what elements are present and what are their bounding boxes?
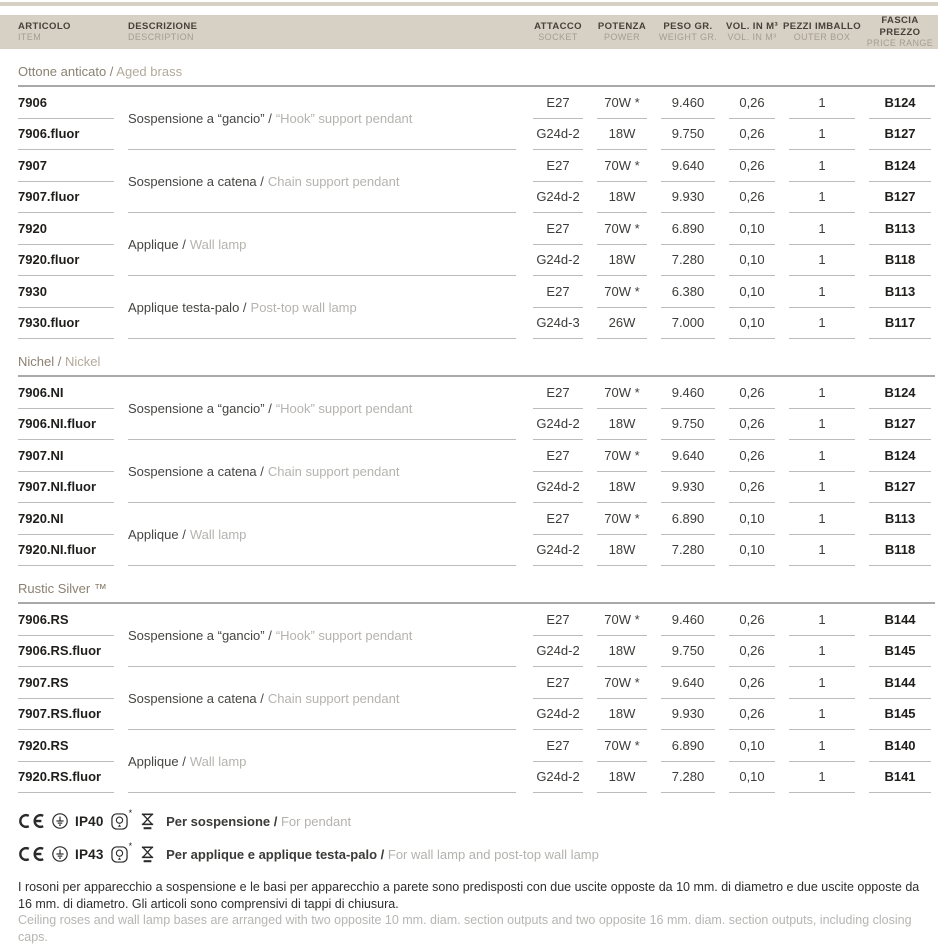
description-english: Wall lamp	[189, 753, 247, 769]
description-italian: Applique testa-palo /	[128, 299, 247, 315]
power-cell: 18W	[597, 472, 647, 504]
socket-cell: G24d-2	[533, 119, 583, 151]
article-number: 7906.NI	[18, 384, 64, 400]
volume-cell: 0,10	[729, 535, 775, 567]
description-italian: Sospensione a “gancio” /	[128, 400, 272, 416]
socket-cell: E27	[533, 503, 583, 535]
section-2	[0, 354, 950, 566]
article-number: 7907.NI	[18, 447, 64, 463]
volume-cell: 0,26	[729, 409, 775, 441]
power-cell: 70W *	[597, 276, 647, 308]
column-header-article	[18, 21, 128, 43]
weight-cell: 7.280	[661, 245, 715, 277]
description-cell	[128, 87, 516, 150]
socket-cell: G24d-2	[533, 472, 583, 504]
pieces-cell: 1	[789, 276, 855, 308]
volume-cell: 0,10	[729, 276, 775, 308]
socket-cell: E27	[533, 667, 583, 699]
earth-ground-icon	[52, 846, 68, 862]
weight-cell: 9.930	[661, 472, 715, 504]
weight-cell: 9.750	[661, 636, 715, 668]
article-number: 7920.NI	[18, 510, 64, 526]
section-title-italian: Nichel /	[18, 354, 62, 369]
pieces-cell: 1	[789, 119, 855, 151]
volume-cell: 0,10	[729, 213, 775, 245]
price-cell: B113	[869, 213, 931, 245]
product-group	[0, 377, 950, 440]
power-cell: 70W *	[597, 440, 647, 472]
product-group	[0, 150, 950, 213]
pieces-cell: 1	[789, 150, 855, 182]
product-group	[0, 730, 950, 793]
description-english: Chain support pendant	[267, 173, 400, 189]
article-number: 7907.fluor	[18, 189, 80, 205]
certifications	[0, 809, 950, 866]
column-header-volume	[722, 21, 782, 43]
price-cell: B124	[869, 440, 931, 472]
pieces-cell: 1	[789, 503, 855, 535]
pieces-cell: 1	[789, 440, 855, 472]
ce-mark-icon	[18, 813, 45, 829]
price-cell: B145	[869, 699, 931, 731]
socket-cell: G24d-2	[533, 636, 583, 668]
volume-cell: 0,10	[729, 730, 775, 762]
lamp-enclosure-icon	[111, 846, 128, 863]
description-cell	[128, 503, 516, 566]
column-header-article-english: ITEM	[18, 32, 42, 43]
description-italian: Applique /	[128, 526, 186, 542]
power-cell: 70W *	[597, 213, 647, 245]
article-cell	[18, 182, 114, 214]
pieces-cell: 1	[789, 535, 855, 567]
section-title	[18, 581, 950, 596]
description-cell	[128, 440, 516, 503]
product-group	[0, 276, 950, 339]
power-cell: 18W	[597, 762, 647, 794]
article-number: 7920.fluor	[18, 252, 80, 268]
footnote-italian: I rosoni per apparecchio a sospensione e le basi per apparecchio a parete sono predisposti con due uscite opposte da 10 mm. di diametro e due uscite opposte da 16 mm. di diametro. Gli articoli sono comprensivi di tappi di chiusura.	[18, 880, 920, 911]
volume-cell: 0,26	[729, 377, 775, 409]
column-header-weight-italian: PESO GR.	[663, 21, 713, 33]
product-group	[0, 604, 950, 667]
socket-cell: E27	[533, 440, 583, 472]
power-cell: 70W *	[597, 667, 647, 699]
power-cell: 70W *	[597, 150, 647, 182]
certification-label-english: For pendant	[280, 813, 352, 829]
certification-label-italian: Per applique e applique testa-palo /	[166, 846, 388, 862]
weight-cell: 9.930	[661, 182, 715, 214]
column-header-socket-english: SOCKET	[538, 32, 578, 43]
description-italian: Sospensione a catena /	[128, 690, 264, 706]
price-cell: B127	[869, 472, 931, 504]
socket-cell: G24d-2	[533, 535, 583, 567]
column-header-description-italian: DESCRIZIONE	[128, 21, 198, 33]
price-cell: B124	[869, 87, 931, 119]
pieces-cell: 1	[789, 377, 855, 409]
article-number: 7920.NI.fluor	[18, 542, 97, 558]
certification-row	[18, 842, 950, 866]
volume-cell: 0,26	[729, 699, 775, 731]
article-cell	[18, 213, 114, 245]
column-header-volume-english: VOL. IN M³	[727, 32, 777, 43]
price-cell: B144	[869, 604, 931, 636]
weight-cell: 7.280	[661, 762, 715, 794]
volume-cell: 0,26	[729, 87, 775, 119]
power-cell: 70W *	[597, 730, 647, 762]
asterisk-note: *	[128, 808, 133, 818]
section-1	[0, 64, 950, 339]
section-title-english: Aged brass	[113, 64, 183, 79]
pieces-cell: 1	[789, 213, 855, 245]
column-header-socket-italian: ATTACCO	[534, 21, 582, 33]
socket-cell: G24d-2	[533, 409, 583, 441]
description-italian: Applique /	[128, 753, 186, 769]
socket-cell: E27	[533, 730, 583, 762]
column-header-price-italian: FASCIA PREZZO	[879, 15, 921, 38]
sections	[0, 64, 950, 793]
price-cell: B140	[869, 730, 931, 762]
footnote-english: Ceiling roses and wall lamp bases are arranged with two opposite 10 mm. diam. section outputs and two opposite 16 mm. diam. section outputs, including closing caps.	[18, 913, 912, 944]
product-group	[0, 440, 950, 503]
socket-cell: G24d-3	[533, 308, 583, 340]
column-header-power-english: POWER	[603, 32, 640, 43]
column-header-pieces-italian: PEZZI IMBALLO	[782, 21, 862, 33]
lamp-enclosure-icon	[111, 813, 128, 830]
price-cell: B117	[869, 308, 931, 340]
article-cell	[18, 636, 114, 668]
socket-cell: E27	[533, 87, 583, 119]
socket-cell: G24d-2	[533, 699, 583, 731]
power-cell: 18W	[597, 245, 647, 277]
weight-cell: 9.930	[661, 699, 715, 731]
column-header-socket	[526, 21, 590, 43]
certification-label	[166, 814, 351, 829]
weight-cell: 9.460	[661, 604, 715, 636]
volume-cell: 0,26	[729, 119, 775, 151]
article-cell	[18, 245, 114, 277]
column-header-weight-english: WEIGHT GR.	[658, 32, 718, 43]
article-cell	[18, 377, 114, 409]
volume-cell: 0,26	[729, 636, 775, 668]
article-cell	[18, 535, 114, 567]
weight-cell: 6.380	[661, 276, 715, 308]
article-cell	[18, 119, 114, 151]
weight-cell: 9.640	[661, 667, 715, 699]
product-group	[0, 87, 950, 150]
article-number: 7907	[18, 157, 47, 173]
description-italian: Sospensione a catena /	[128, 173, 264, 189]
socket-cell: E27	[533, 604, 583, 636]
description-italian: Applique /	[128, 236, 186, 252]
price-cell: B127	[869, 182, 931, 214]
price-cell: B124	[869, 377, 931, 409]
price-cell: B118	[869, 535, 931, 567]
description-italian: Sospensione a “gancio” /	[128, 627, 272, 643]
price-cell: B118	[869, 245, 931, 277]
article-cell	[18, 150, 114, 182]
socket-cell: E27	[533, 213, 583, 245]
product-group	[0, 503, 950, 566]
earth-ground-icon	[52, 813, 68, 829]
article-number: 7906	[18, 94, 47, 110]
pieces-cell: 1	[789, 308, 855, 340]
socket-cell: E27	[533, 377, 583, 409]
section-title	[18, 354, 950, 369]
article-number: 7920.RS.fluor	[18, 769, 102, 785]
section-title-italian: Rustic Silver ™	[18, 581, 107, 596]
description-cell	[128, 730, 516, 793]
column-header-description	[128, 21, 526, 43]
article-number: 7920	[18, 220, 47, 236]
temperature-limit-icon	[140, 813, 155, 830]
power-cell: 18W	[597, 182, 647, 214]
pieces-cell: 1	[789, 472, 855, 504]
weight-cell: 7.280	[661, 535, 715, 567]
section-title	[18, 64, 950, 79]
column-header-power	[590, 21, 654, 43]
socket-cell: E27	[533, 150, 583, 182]
description-english: Wall lamp	[189, 526, 247, 542]
description-english: “Hook” support pendant	[275, 627, 413, 643]
column-header-price	[862, 15, 938, 48]
footnote	[18, 879, 934, 945]
description-cell	[128, 377, 516, 440]
power-cell: 18W	[597, 119, 647, 151]
article-cell	[18, 699, 114, 731]
pieces-cell: 1	[789, 667, 855, 699]
price-cell: B113	[869, 503, 931, 535]
pieces-cell: 1	[789, 245, 855, 277]
pieces-cell: 1	[789, 636, 855, 668]
description-english: Chain support pendant	[267, 690, 400, 706]
weight-cell: 9.460	[661, 377, 715, 409]
column-header-description-english: DESCRIPTION	[128, 32, 194, 43]
volume-cell: 0,10	[729, 245, 775, 277]
article-cell	[18, 440, 114, 472]
temperature-limit-icon	[140, 846, 155, 863]
description-cell	[128, 213, 516, 276]
price-cell: B113	[869, 276, 931, 308]
section-title-english: Nickel	[61, 354, 101, 369]
product-group	[0, 213, 950, 276]
price-cell: B127	[869, 409, 931, 441]
description-english: “Hook” support pendant	[275, 400, 413, 416]
pieces-cell: 1	[789, 762, 855, 794]
article-number: 7906.NI.fluor	[18, 416, 97, 432]
description-cell	[128, 604, 516, 667]
article-number: 7907.RS.fluor	[18, 706, 102, 722]
certification-label-italian: Per sospensione /	[166, 813, 281, 829]
article-number: 7907.NI.fluor	[18, 479, 97, 495]
volume-cell: 0,26	[729, 440, 775, 472]
article-cell	[18, 276, 114, 308]
article-number: 7907.RS	[18, 674, 69, 690]
certification-label	[166, 847, 599, 862]
column-header-volume-italian: VOL. IN M³	[725, 21, 779, 33]
price-cell: B144	[869, 667, 931, 699]
article-number: 7930.fluor	[18, 315, 80, 331]
volume-cell: 0,26	[729, 150, 775, 182]
description-italian: Sospensione a catena /	[128, 463, 264, 479]
socket-cell: G24d-2	[533, 762, 583, 794]
weight-cell: 6.890	[661, 503, 715, 535]
certification-row	[18, 809, 950, 833]
pieces-cell: 1	[789, 87, 855, 119]
power-cell: 70W *	[597, 87, 647, 119]
power-cell: 70W *	[597, 377, 647, 409]
power-cell: 18W	[597, 636, 647, 668]
article-number: 7930	[18, 283, 47, 299]
volume-cell: 0,10	[729, 308, 775, 340]
ip-rating-label: IP43	[75, 846, 104, 862]
article-cell	[18, 87, 114, 119]
power-cell: 18W	[597, 409, 647, 441]
weight-cell: 9.640	[661, 150, 715, 182]
pieces-cell: 1	[789, 604, 855, 636]
volume-cell: 0,26	[729, 667, 775, 699]
pieces-cell: 1	[789, 182, 855, 214]
description-cell	[128, 150, 516, 213]
ip-rating-label: IP40	[75, 813, 104, 829]
weight-cell: 9.750	[661, 119, 715, 151]
price-cell: B124	[869, 150, 931, 182]
weight-cell: 9.460	[661, 87, 715, 119]
table-header	[0, 15, 938, 49]
column-header-article-italian: ARTICOLO	[18, 21, 71, 33]
column-header-power-italian: POTENZA	[597, 21, 647, 33]
weight-cell: 9.750	[661, 409, 715, 441]
power-cell: 18W	[597, 535, 647, 567]
weight-cell: 9.640	[661, 440, 715, 472]
socket-cell: G24d-2	[533, 245, 583, 277]
top-accent-bar	[0, 2, 938, 6]
description-cell	[128, 276, 516, 339]
socket-cell: G24d-2	[533, 182, 583, 214]
pieces-cell: 1	[789, 409, 855, 441]
description-english: Chain support pendant	[267, 463, 400, 479]
article-number: 7906.RS.fluor	[18, 643, 102, 659]
certification-label-english: For wall lamp and post-top wall lamp	[387, 846, 599, 862]
pieces-cell: 1	[789, 699, 855, 731]
section-title-italian: Ottone anticato /	[18, 64, 114, 79]
power-cell: 18W	[597, 699, 647, 731]
section-3	[0, 581, 950, 793]
volume-cell: 0,10	[729, 762, 775, 794]
article-cell	[18, 472, 114, 504]
article-number: 7920.RS	[18, 737, 69, 753]
description-italian: Sospensione a “gancio” /	[128, 110, 272, 126]
article-number: 7906.RS	[18, 611, 69, 627]
description-english: “Hook” support pendant	[275, 110, 413, 126]
article-cell	[18, 409, 114, 441]
volume-cell: 0,10	[729, 503, 775, 535]
price-cell: B141	[869, 762, 931, 794]
product-group	[0, 667, 950, 730]
price-cell: B127	[869, 119, 931, 151]
description-cell	[128, 667, 516, 730]
power-cell: 26W	[597, 308, 647, 340]
power-cell: 70W *	[597, 604, 647, 636]
article-cell	[18, 667, 114, 699]
description-english: Wall lamp	[189, 236, 247, 252]
article-cell	[18, 604, 114, 636]
weight-cell: 6.890	[661, 730, 715, 762]
volume-cell: 0,26	[729, 182, 775, 214]
article-cell	[18, 503, 114, 535]
description-english: Post-top wall lamp	[250, 299, 357, 315]
asterisk-note: *	[128, 841, 133, 851]
article-cell	[18, 730, 114, 762]
price-cell: B145	[869, 636, 931, 668]
socket-cell: E27	[533, 276, 583, 308]
volume-cell: 0,26	[729, 604, 775, 636]
power-cell: 70W *	[597, 503, 647, 535]
column-header-weight	[654, 21, 722, 43]
article-cell	[18, 308, 114, 340]
ce-mark-icon	[18, 846, 45, 862]
pieces-cell: 1	[789, 730, 855, 762]
article-cell	[18, 762, 114, 794]
column-header-price-english: PRICE RANGE	[866, 37, 934, 48]
article-number: 7906.fluor	[18, 126, 80, 142]
weight-cell: 6.890	[661, 213, 715, 245]
column-header-pieces	[782, 21, 862, 43]
column-header-pieces-english: OUTER BOX	[793, 32, 851, 43]
volume-cell: 0,26	[729, 472, 775, 504]
weight-cell: 7.000	[661, 308, 715, 340]
